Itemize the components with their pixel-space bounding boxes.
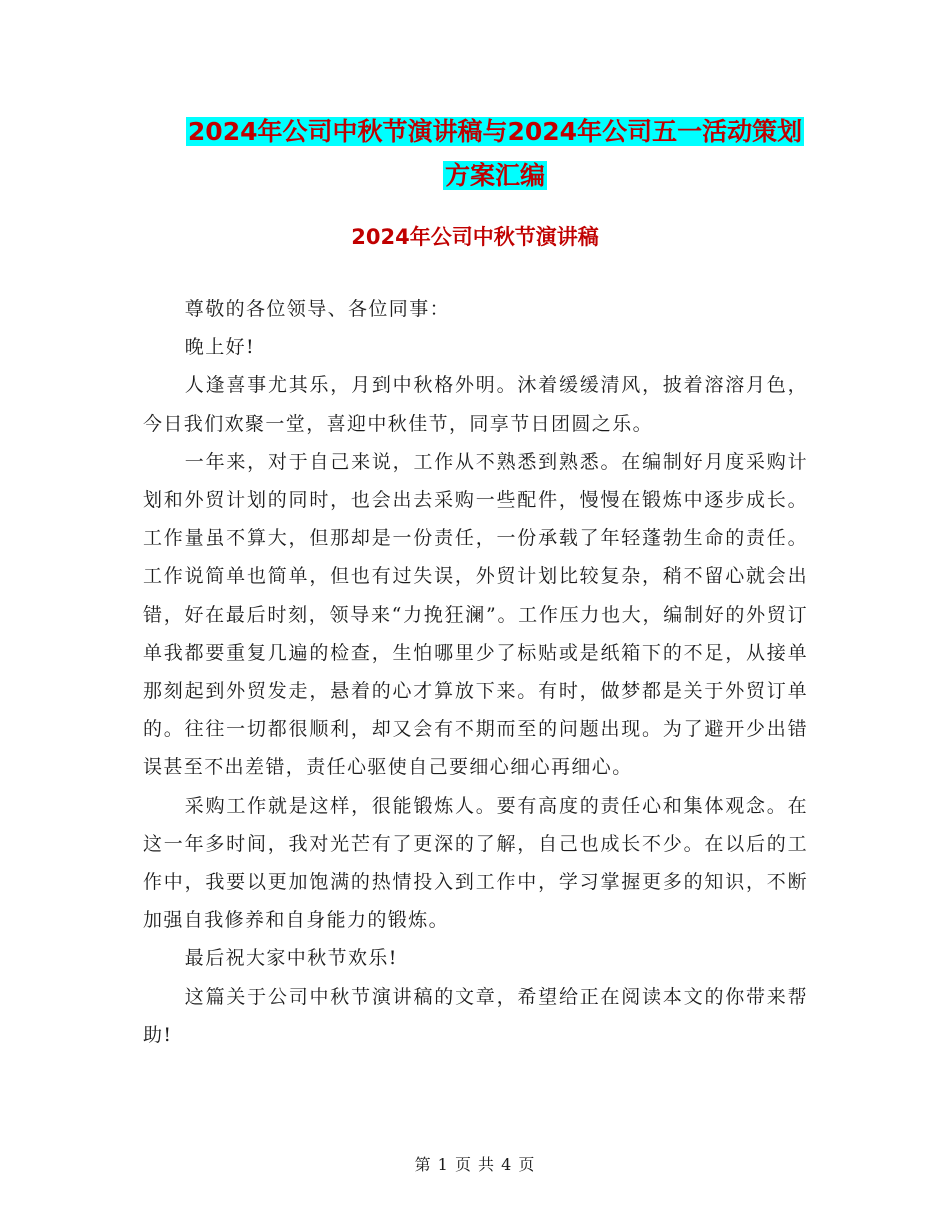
- document-title-line1: 2024年公司中秋节演讲稿与2024年公司五一活动策划: [187, 117, 803, 146]
- paragraph-greeting: 晚上好!: [184, 336, 256, 359]
- page-footer: 第 1 页 共 4 页: [414, 1155, 536, 1174]
- paragraph: 这篇关于公司中秋节演讲稿的文章，希望给正在阅读本文的你带来帮助!: [143, 985, 808, 1046]
- document-body: [143, 290, 808, 1054]
- paragraph: 最后祝大家中秋节欢乐!: [184, 947, 398, 970]
- document-title-line2: 方案汇编: [444, 161, 545, 190]
- paragraph-salutation: 尊敬的各位领导、各位同事：: [184, 298, 450, 320]
- document-title: [140, 110, 850, 198]
- paragraph: 人逢喜事尤其乐，月到中秋格外明。沐着缓缓清风，披着溶溶月色，今日我们欢聚一堂，喜迎中秋佳节，同享节日团圆之乐。: [143, 374, 808, 435]
- paragraph: 采购工作就是这样，很能锻炼人。要有高度的责任心和集体观念。在这一年多时间，我对光芒有了更深的了解，自己也成长不少。在以后的工作中，我要以更加饱满的热情投入到工作中，学习掌握更多的知识，不断加强自我修养和自身能力的锻炼。: [143, 794, 808, 932]
- section-title: 2024年公司中秋节演讲稿: [351, 225, 599, 249]
- paragraph: 一年来，对于自己来说，工作从不熟悉到熟悉。在编制好月度采购计划和外贸计划的同时，也会出去采购一些配件，慢慢在锻炼中逐步成长。工作量虽不算大，但那却是一份责任，一份承载了年轻蓬勃生命的责任。工作说简单也简单，但也有过失误，外贸计划比较复杂，稍不留心就会出错，好在最后时刻，领导来“力挽狂澜”。工作压力也大，编制好的外贸订单我都要重复几遍的检查，生怕哪里少了标贴或是纸箱下的不足，从接单那刻起到外贸发走，悬着的心才算放下来。有时，做梦都是关于外贸订单的。往往一切都很顺利，却又会有不期而至的问题出现。为了避开少出错误甚至不出差错，责任心驱使自己要细心细心再细心。: [143, 450, 808, 779]
